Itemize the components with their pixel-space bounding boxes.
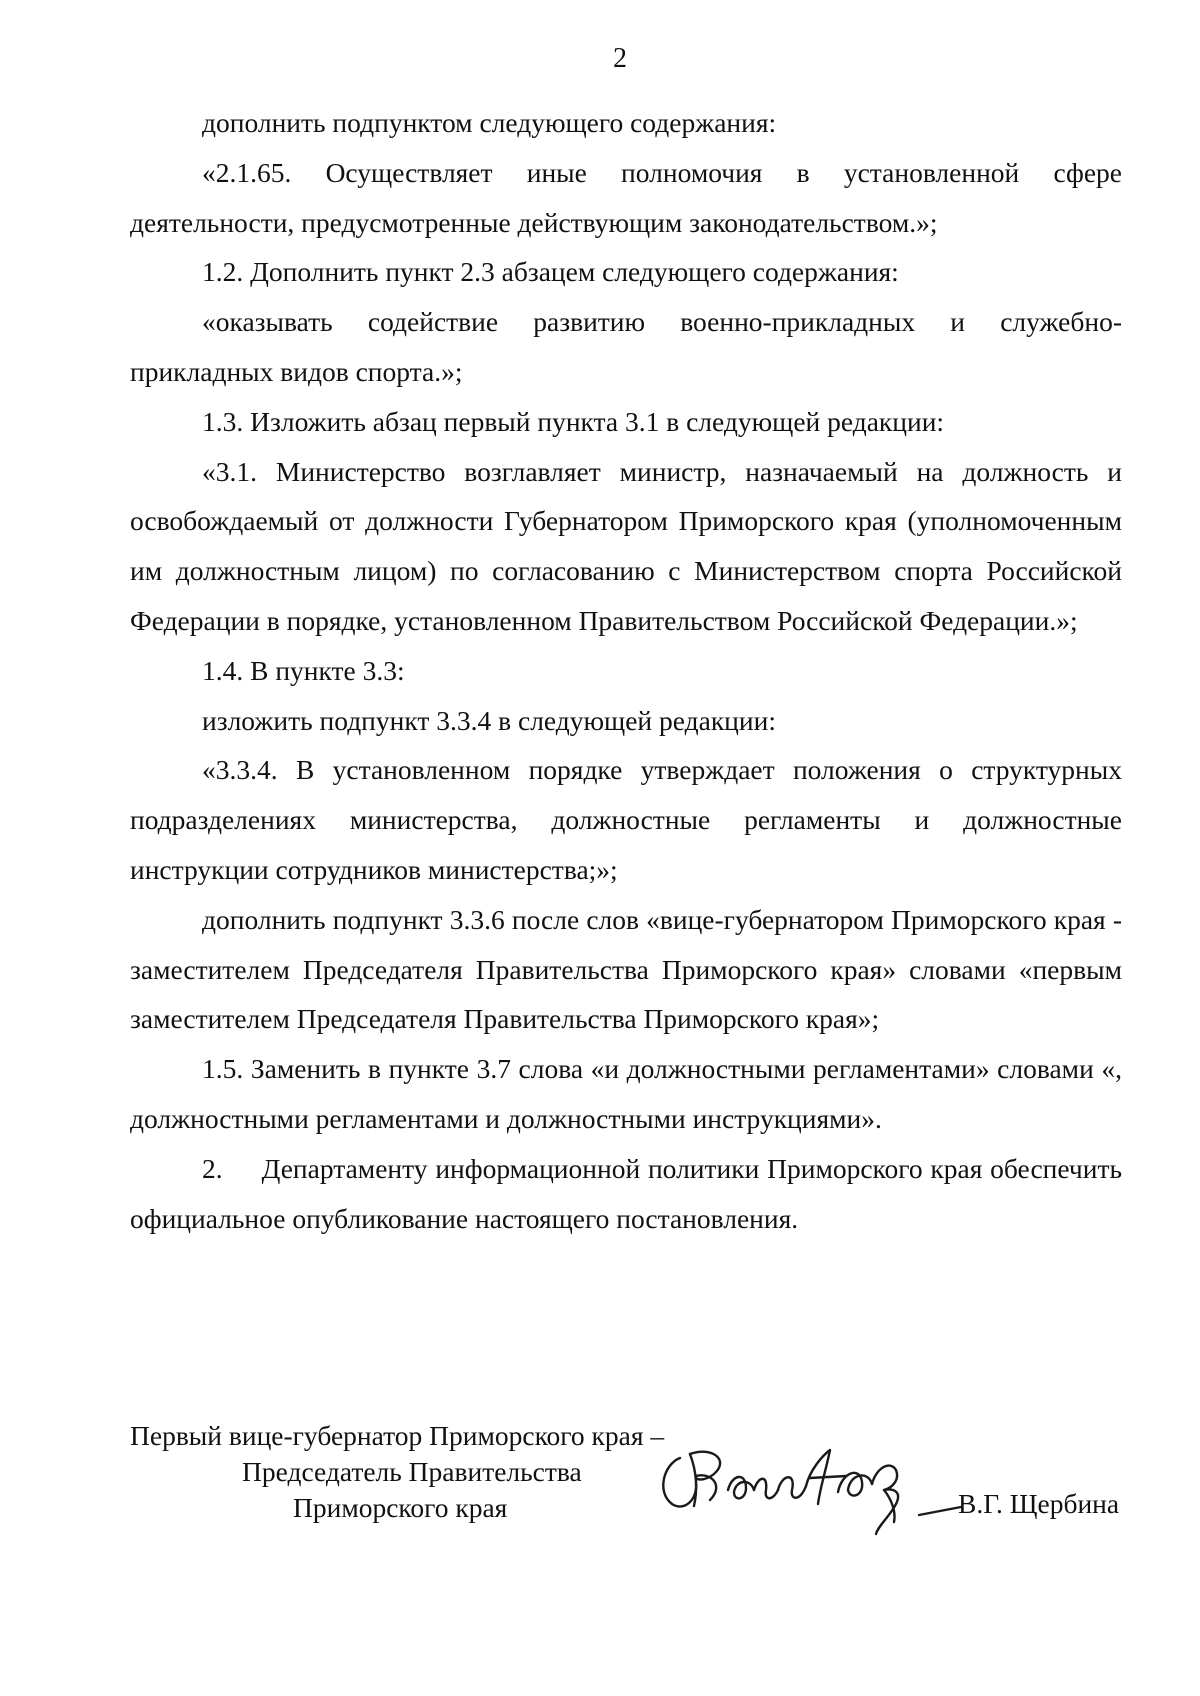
signature-block (130, 1418, 1130, 1528)
paragraph-3-3-6: дополнить подпункт 3.3.6 после слов «вице-губернатором Приморского края - заместителем Председателя Правительства Приморского края» словами «первым заместителем Председателя Правительства Приморского края»; (130, 903, 1122, 1035)
document-body (130, 98, 1122, 1243)
signatory-name: В.Г. Щербина (958, 1488, 1120, 1519)
paragraph-2-publication: 2. Департаменту информационной политики Приморского края обеспечить официальное опубликование настоящего постановления. (130, 1152, 1122, 1234)
page-number: 2 (613, 43, 627, 74)
handwritten-signature (650, 1430, 960, 1540)
paragraph-3-3-4: «3.3.4. В установленном порядке утверждает положения о структурных подразделениях министерства, должностные регламенты и должностные инструкции сотрудников министерства;»; (130, 754, 1122, 885)
paragraph-1-2: 1.2. Дополнить пункт 2.3 абзацем следующего содержания: (202, 256, 899, 288)
paragraph-set-3-3-4: изложить подпункт 3.3.4 в следующей редакции: (202, 704, 776, 736)
signatory-title-line-3: Приморского края (293, 1492, 508, 1523)
paragraph-add-subitem: дополнить подпунктом следующего содержания: (202, 107, 777, 138)
paragraph-1-5: 1.5. Заменить в пункте 3.7 слова «и должностными регламентами» словами «, должностными регламентами и должностными инструкциями». (130, 1053, 1122, 1134)
paragraph-military-sports: «оказывать содействие развитию военно-прикладных и служебно-прикладных видов спорта.»; (130, 306, 1122, 387)
signatory-title-line-1: Первый вице-губернатор Приморского края – (130, 1420, 665, 1451)
signatory-title-line-2: Председатель Правительства (242, 1456, 582, 1487)
paragraph-1-3: 1.3. Изложить абзац первый пункта 3.1 в следующей редакции: (202, 405, 945, 437)
paragraph-3-1: «3.1. Министерство возглавляет министр, назначаемый на должность и освобождаемый от должности Губернатором Приморского края (уполномоченным им должностным лицом) по согласованию с Министерством спорта Российской Федерации в порядке, установленном Правительством Российской Федерации.»; (130, 455, 1122, 636)
paragraph-1-4: 1.4. В пункте 3.3: (202, 654, 405, 686)
paragraph-2-1-65: «2.1.65. Осуществляет иные полномочия в установленной сфере деятельности, предусмотренные действующим законодательством.»; (130, 156, 1122, 238)
